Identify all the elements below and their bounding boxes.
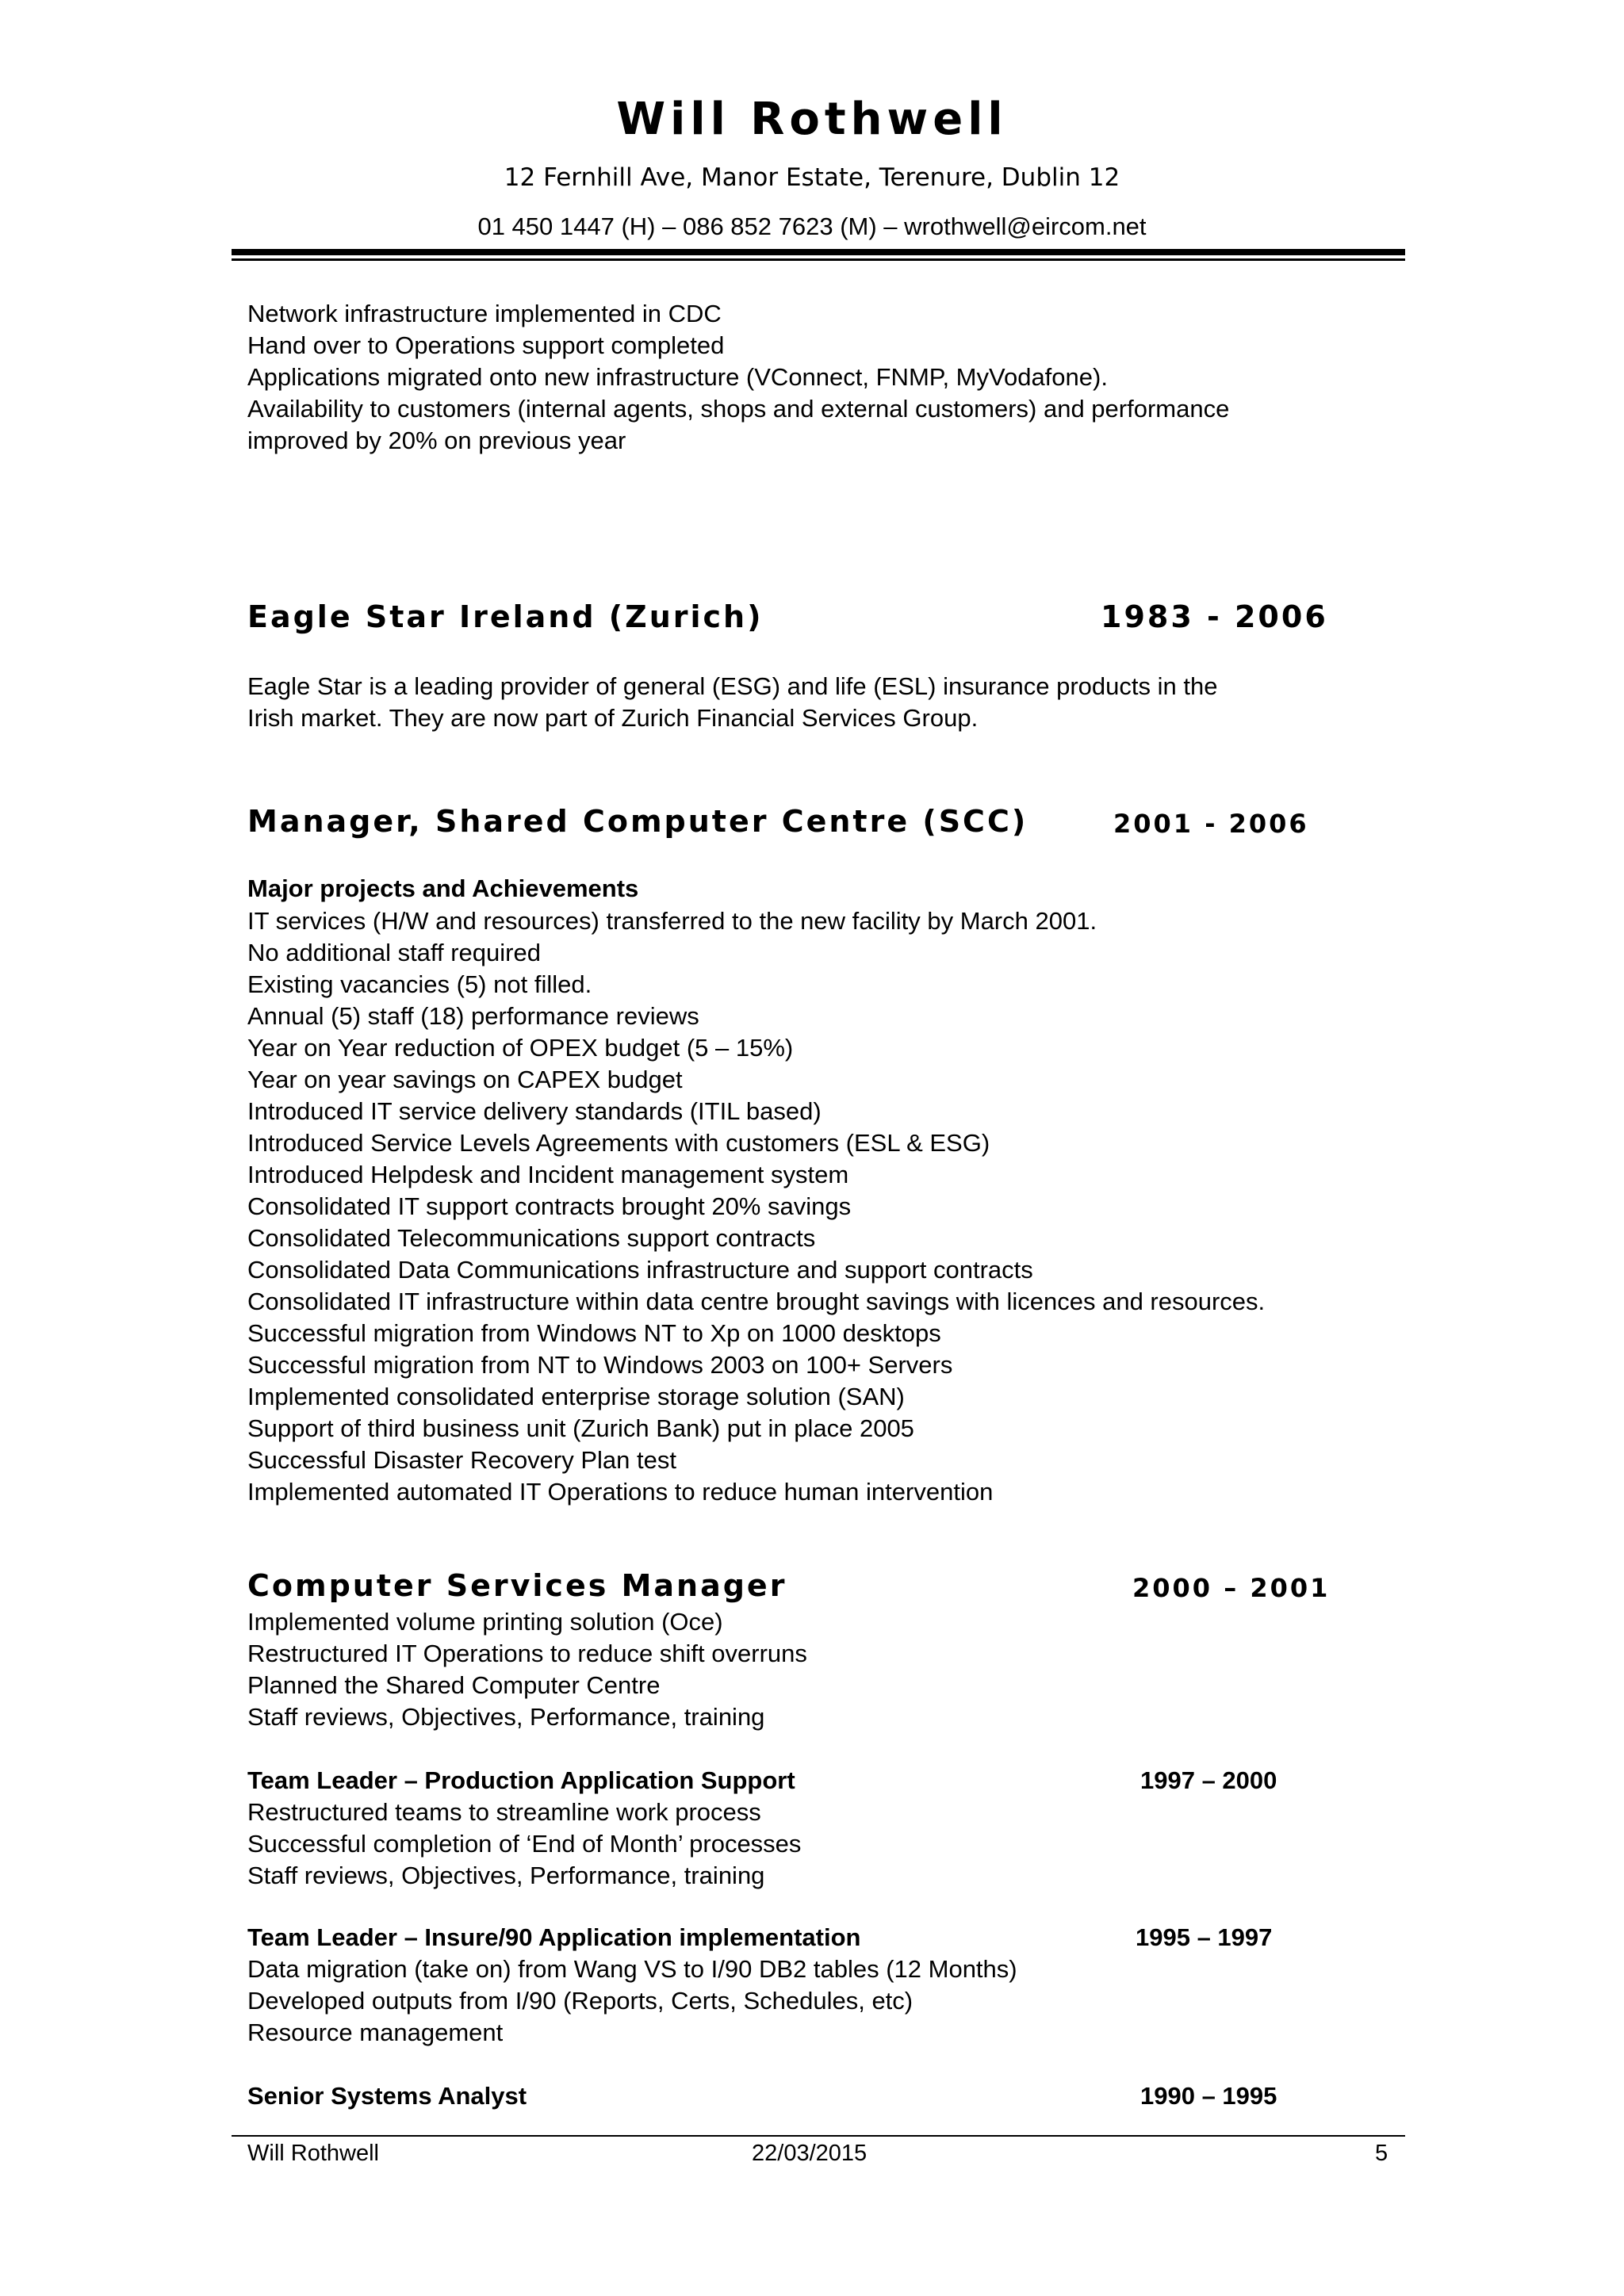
role-title-csm: Computer Services Manager [247,1568,787,1603]
footer-author: Will Rothwell [247,2141,379,2166]
list-item: No additional staff required [247,939,541,966]
role-dates-csm: 2000 – 2001 [1132,1573,1331,1603]
description-line: Eagle Star is a leading provider of general (ESG) and life (ESL) insurance products in the [247,672,1218,700]
list-item: Network infrastructure implemented in CDC [247,300,722,327]
role-dates-tl-insure: 1995 – 1997 [1136,1923,1273,1951]
resume-name: Will Rothwell [616,94,1008,145]
role-subheading-scc: Major projects and Achievements [247,874,639,902]
role-dates-scc: 2001 - 2006 [1113,809,1309,839]
role-items-scc [247,905,1265,1508]
header-rule-thin [232,258,1405,261]
list-item: Staff reviews, Objectives, Performance, training [247,1862,765,1889]
role-items-tl-insure [247,1954,1017,2049]
list-item: Data migration (take on) from Wang VS to I/90 DB2 tables (12 Months) [247,1955,1017,1983]
list-item: Hand over to Operations support completed [247,331,725,359]
role-title-scc: Manager, Shared Computer Centre (SCC) [247,804,1028,839]
list-item: Support of third business unit (Zurich Bank) put in place 2005 [247,1414,914,1442]
role-items-csm [247,1606,807,1733]
list-item: Restructured teams to streamline work process [247,1798,761,1826]
role-title-tl-insure: Team Leader – Insure/90 Application implementation [247,1923,861,1951]
list-item: Developed outputs from I/90 (Reports, Certs, Schedules, etc) [247,1987,914,2015]
list-item: Year on Year reduction of OPEX budget (5 – 15%) [247,1034,794,1062]
list-item: Applications migrated onto new infrastructure (VConnect, FNMP, MyVodafone). [247,363,1108,391]
footer-page-number: 5 [1375,2141,1388,2166]
description-line: Irish market. They are now part of Zurich Financial Services Group. [247,704,979,732]
list-item: improved by 20% on previous year [247,427,626,454]
list-item: Consolidated Telecommunications support contracts [247,1224,816,1252]
employer-description [247,671,1217,734]
intro-lines [247,298,1229,457]
list-item: Availability to customers (internal agents, shops and external customers) and performance [247,395,1230,423]
list-item: IT services (H/W and resources) transferred to the new facility by March 2001. [247,907,1097,935]
list-item: Consolidated Data Communications infrastructure and support contracts [247,1256,1033,1284]
list-item: Staff reviews, Objectives, Performance, training [247,1703,765,1731]
list-item: Successful migration from NT to Windows 2003 on 100+ Servers [247,1351,953,1379]
list-item: Year on year savings on CAPEX budget [247,1066,683,1093]
list-item: Implemented consolidated enterprise storage solution (SAN) [247,1383,905,1410]
list-item: Introduced Helpdesk and Incident management system [247,1161,849,1188]
list-item: Introduced IT service delivery standards (ITIL based) [247,1097,822,1125]
list-item: Resource management [247,2019,504,2046]
list-item: Existing vacancies (5) not filled. [247,970,592,998]
role-dates-ssa: 1990 – 1995 [1140,2082,1277,2110]
list-item: Annual (5) staff (18) performance reviews [247,1002,699,1030]
contact-line: 01 450 1447 (H) – 086 852 7623 (M) – wrothwell@eircom.net [477,212,1147,240]
list-item: Successful Disaster Recovery Plan test [247,1446,676,1474]
list-item: Consolidated IT infrastructure within data centre brought savings with licences and resources. [247,1288,1266,1315]
list-item: Introduced Service Levels Agreements with customers (ESL & ESG) [247,1129,990,1157]
list-item: Successful completion of ‘End of Month’ processes [247,1830,802,1858]
list-item: Restructured IT Operations to reduce shift overruns [247,1640,807,1667]
list-item: Planned the Shared Computer Centre [247,1671,661,1699]
list-item: Implemented volume printing solution (Oce) [247,1608,723,1636]
role-items-tl-pas [247,1797,801,1892]
footer-rule [232,2135,1405,2137]
employer-name: Eagle Star Ireland (Zurich) [247,599,764,634]
role-title-ssa: Senior Systems Analyst [247,2082,527,2110]
address-line: 12 Fernhill Ave, Manor Estate, Terenure, Dublin 12 [504,163,1120,192]
list-item: Consolidated IT support contracts brought 20% savings [247,1192,852,1220]
header-rule-thick [232,249,1405,255]
role-title-tl-pas: Team Leader – Production Application Support [247,1766,795,1794]
list-item: Successful migration from Windows NT to Xp on 1000 desktops [247,1319,941,1347]
role-dates-tl-pas: 1997 – 2000 [1140,1766,1277,1794]
employer-dates: 1983 - 2006 [1101,599,1328,634]
list-item: Implemented automated IT Operations to reduce human intervention [247,1478,994,1506]
footer-date: 22/03/2015 [752,2141,868,2166]
